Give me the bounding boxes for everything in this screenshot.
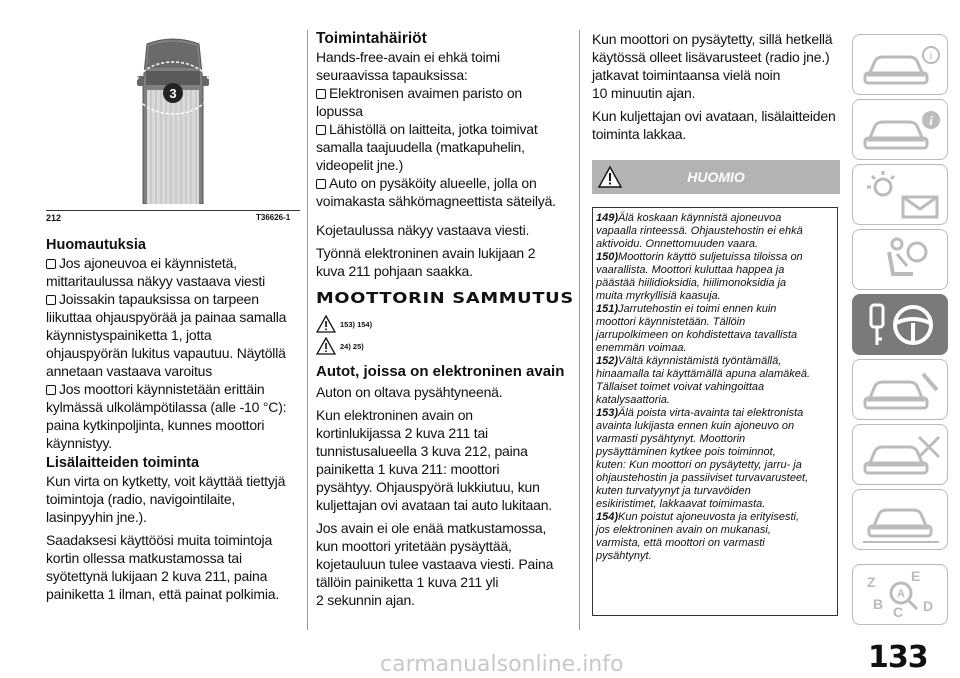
paragraph-line: Jos avain ei ole enää matkustamossa, <box>316 520 547 536</box>
paragraph-line: toimintoja (radio, navigointilaite, <box>46 491 236 507</box>
bullet-text: lopussa <box>316 103 363 119</box>
tab-car-tools[interactable] <box>852 359 948 420</box>
bullet-text: liikuttaa ohjauspyörää ja painaa samalla <box>46 309 287 325</box>
bullet-text: Jos moottori käynnistetään erittäin <box>59 381 265 397</box>
watermark: carmanualsonline.info <box>380 652 624 677</box>
huomio-note-line <box>596 329 836 342</box>
warning-ref-1 <box>316 315 566 333</box>
tab-car-i[interactable] <box>852 99 948 160</box>
warning-ref-text-2: 24) 25) <box>340 341 364 351</box>
bullet-text: videopelit jne.) <box>316 157 404 173</box>
huomio-note-line <box>596 420 836 433</box>
note-text: moottori käynnistetään. Tällöin <box>596 316 746 328</box>
paragraph-line: lasinpyyhin jne.). <box>46 509 147 525</box>
huomio-note-line <box>596 485 836 498</box>
bullet-text: mittaritaulussa näkyy vastaava viesti <box>46 273 266 289</box>
bullet-line <box>316 138 566 156</box>
paragraph-message: Kojetaulussa näkyy vastaava viesti. <box>316 222 530 238</box>
bullet-line <box>46 272 300 290</box>
bullet-line <box>46 290 300 308</box>
notes-bullet-list <box>46 254 300 452</box>
bullet-text: ohjauspyörän lukitus vapautuu. Näytöllä <box>46 345 286 361</box>
huomio-note-line <box>596 368 836 381</box>
bullet-line <box>46 434 300 452</box>
bullet-line <box>316 192 566 210</box>
note-text: Älä poista virta-avainta tai elektronista <box>618 407 804 419</box>
car-info-icon <box>853 35 949 95</box>
note-text: päästää hiilidioksidia, hiilimonoksidia ja <box>596 277 787 289</box>
heading-lisalaitteet: Lisälaitteiden toiminta <box>46 455 200 471</box>
note-number: 151) <box>596 303 619 315</box>
note-text: katalysaattoria. <box>596 394 670 406</box>
paragraph-accessories <box>46 472 300 526</box>
paragraph-intro <box>316 48 566 84</box>
index-letters-icon <box>853 565 949 625</box>
bullet-text: voimakasta sähkömagneettista säteilyä. <box>316 193 556 209</box>
bullet-line <box>316 84 566 102</box>
bullet-box-icon <box>316 89 326 99</box>
huomio-note-line <box>596 472 836 485</box>
page-number: 133 <box>868 640 928 675</box>
heading-elektroninen-avain: Autot, joissa on elektroninen avain <box>316 363 565 380</box>
column-divider-2 <box>579 30 580 630</box>
note-text: enemmän voimaa. <box>596 342 687 354</box>
paragraph-line: Kun kuljettajan ovi avataan, lisälaitteiden <box>592 108 836 124</box>
svg-text:A: A <box>897 588 905 600</box>
note-text: Kun poistut ajoneuvosta ja erityisesti, <box>618 511 800 523</box>
note-text: jos elektroninen avain on mukanasi, <box>596 524 771 536</box>
section-title-moottorin-sammutus: MOOTTORIN SAMMUTUS <box>316 289 574 307</box>
tab-warning-lights[interactable] <box>852 164 948 225</box>
huomio-note-line <box>596 446 836 459</box>
note-text: pysäyttäminen kytkee pois toiminnot, <box>596 446 776 458</box>
bullet-text: Jos ajoneuvoa ei käynnistetä, <box>59 255 237 271</box>
note-text: aktivoidu. Onnettomuuden vaara. <box>596 238 759 250</box>
huomio-note-line <box>596 459 836 472</box>
bullet-line <box>316 174 566 192</box>
bullet-line <box>46 416 300 434</box>
svg-text:Z: Z <box>867 574 876 590</box>
van-top-view-figure <box>46 28 300 204</box>
svg-text:B: B <box>873 596 884 612</box>
huomio-note-line <box>596 498 836 511</box>
warning-triangle-icon <box>316 315 336 333</box>
paragraph-stop-engine <box>316 406 566 514</box>
note-number: 152) <box>596 355 619 367</box>
note-text: Älä koskaan käynnistä ajoneuvoa <box>618 212 782 224</box>
bullet-line <box>46 308 300 326</box>
huomio-note-line <box>596 212 836 225</box>
bullet-line <box>46 380 300 398</box>
note-text: varmista, että moottori on varmasti <box>596 537 765 549</box>
heading-huomautuksia: Huomautuksia <box>46 237 146 253</box>
paragraph-line: kojetauluun tulee vastaava viesti. Paina <box>316 556 554 572</box>
note-text: vaarallista. Moottori kuluttaa happea ja <box>596 264 785 276</box>
paragraph-line: jatkavat toimintaansa vielä noin <box>592 67 781 83</box>
huomio-note-line <box>596 303 836 316</box>
tab-car-service[interactable] <box>852 424 948 485</box>
paragraph-line: Kun moottori on pysäytetty, sillä hetkellä <box>592 31 833 47</box>
huomio-notes <box>596 212 836 563</box>
huomio-note-line <box>596 264 836 277</box>
bullet-text: annetaan vastaava varoitus <box>46 363 213 379</box>
bullet-text: Joissakin tapauksissa on tarpeen <box>59 291 259 307</box>
paragraph-line: pysähtyy. Ohjauspyörä lukkiutuu, kun <box>316 479 540 495</box>
malfunction-bullet-list <box>316 84 566 210</box>
paragraph-line: painiketta 1 ilman, että painat polkimia. <box>46 586 280 602</box>
paragraph-line: 10 minuutin ajan. <box>592 85 696 101</box>
huomio-title: HUOMIO <box>687 169 745 185</box>
huomio-note-line <box>596 550 836 563</box>
bullet-line <box>316 120 566 138</box>
note-text: muita myrkyllisiä kaasuja. <box>596 290 721 302</box>
note-text: Moottorin käyttö suljetuissa tiloissa on <box>618 251 803 263</box>
paragraph-line: toiminta lakkaa. <box>592 126 687 142</box>
bullet-box-icon <box>46 295 56 305</box>
paragraph-line: kortinlukijassa 2 kuva 211 tai <box>316 425 488 441</box>
bullet-line <box>46 398 300 416</box>
airbag-seat-icon <box>853 230 949 290</box>
figure-code: T36626-1 <box>256 213 291 222</box>
huomio-note-line <box>596 524 836 537</box>
bullet-text: kylmässä ulkolämpötilassa (alle -10 °C): <box>46 399 287 415</box>
note-text: hinaamalla tai käyttämällä apuna alamäkeä. <box>596 368 811 380</box>
huomio-note-line <box>596 407 836 420</box>
huomio-note-line <box>596 511 836 524</box>
caution-triangle-icon <box>316 337 336 355</box>
note-text: vapaalla rinteessä. Ohjaustehostin ei ehkä <box>596 225 803 237</box>
paragraph-line: painiketta 1 kuva 211: moottori <box>316 461 500 477</box>
warning-lights-icon <box>853 165 949 225</box>
svg-text:C: C <box>893 604 904 620</box>
paragraph-line: kortin ollessa matkustamossa tai <box>46 550 242 566</box>
note-number: 153) <box>596 407 619 419</box>
note-text: Jarrutehostin ei toimi ennen kuin <box>618 303 777 315</box>
note-text: esikiristimet, lakkaavat toimimasta. <box>596 498 766 510</box>
car-tools-icon <box>853 360 949 420</box>
car-i-icon <box>853 100 949 160</box>
bullet-line <box>316 156 566 174</box>
note-text: varmasti pysähtynyt. Moottorin <box>596 433 746 445</box>
paragraph-door-open <box>592 107 842 143</box>
paragraph-line: seuraavissa tapauksissa: <box>316 67 468 83</box>
svg-text:E: E <box>911 568 921 584</box>
huomio-note-line <box>596 277 836 290</box>
paragraph-key-missing <box>316 519 566 609</box>
huomio-note-line <box>596 225 836 238</box>
heading-toimintahairiot: Toimintahäiriöt <box>316 30 427 47</box>
column-1 <box>46 236 300 603</box>
svg-text:i: i <box>929 50 933 62</box>
huomio-note-line <box>596 394 836 407</box>
bullet-text: käynnistyy. <box>46 435 113 451</box>
bullet-line <box>46 254 300 272</box>
bullet-line <box>46 344 300 362</box>
bullet-text: Auto on pysäköity alueelle, jolla on <box>329 175 537 191</box>
huomio-header <box>592 160 840 194</box>
paragraph-line: Saadaksesi käyttöösi muita toimintoja <box>46 532 273 548</box>
bullet-line <box>316 102 566 120</box>
svg-text:D: D <box>923 598 934 614</box>
note-text: jarrupolkimeen on kohdistettava tavallista <box>596 329 798 341</box>
paragraph-line: käytössä olleet lisävarusteet (radio jne.) <box>592 49 830 65</box>
paragraph-insert-key <box>316 244 566 280</box>
svg-text:i: i <box>929 113 933 128</box>
warning-ref-2 <box>316 337 566 355</box>
steering-wheel-key-icon <box>853 295 949 355</box>
column-3 <box>592 30 842 143</box>
bullet-text: samalla taajuudella (matkapuhelin, <box>316 139 525 155</box>
paragraph-line: 2 sekunnin ajan. <box>316 592 415 608</box>
paragraph-stopped: Auton on oltava pysähtyneenä. <box>316 384 503 400</box>
huomio-note-line <box>596 355 836 368</box>
bullet-text: Elektronisen avaimen paristo on <box>329 85 523 101</box>
paragraph-other-functions <box>46 531 300 603</box>
note-number: 150) <box>596 251 619 263</box>
note-text: kuten: Kun moottori on pysäytetty, jarru- ja <box>596 459 802 471</box>
paragraph-line: Kun virta on kytketty, voit käyttää tiettyjä <box>46 473 286 489</box>
car-specs-icon <box>853 490 949 550</box>
bullet-box-icon <box>46 259 56 269</box>
paragraph-line: Hands-free-avain ei ehkä toimi <box>316 49 500 65</box>
huomio-note-line <box>596 342 836 355</box>
tab-steering-key[interactable] <box>852 294 948 355</box>
huomio-note-line <box>596 381 836 394</box>
tab-index[interactable] <box>852 564 948 625</box>
huomio-note-line <box>596 433 836 446</box>
bullet-line <box>46 326 300 344</box>
bullet-box-icon <box>46 385 56 395</box>
car-service-icon <box>853 425 949 485</box>
bullet-text: käynnistyspainiketta 1, jotta <box>46 327 212 343</box>
column-divider <box>307 30 308 630</box>
note-text: kuten turvatyynyt ja turvavöiden <box>596 485 751 497</box>
bullet-box-icon <box>316 125 326 135</box>
huomio-note-line <box>596 238 836 251</box>
tab-car-specs[interactable] <box>852 489 948 550</box>
warning-ref-text-1: 153) 154) <box>340 319 373 329</box>
huomio-note-line <box>596 290 836 303</box>
paragraph-line: syötettynä lukijaan 2 kuva 211, paina <box>46 568 268 584</box>
paragraph-line: tunnistusalueella 3 kuva 212, paina <box>316 443 528 459</box>
note-text: pysähtynyt. <box>596 550 652 562</box>
huomio-note-line <box>596 316 836 329</box>
bullet-line <box>46 362 300 380</box>
column-2 <box>316 30 574 609</box>
paragraph-line: kuljettajan ovi avataan tai auto lukitaan. <box>316 497 552 513</box>
paragraph-line: Työnnä elektroninen avain lukijaan 2 <box>316 245 536 261</box>
figure-callout: 3 <box>169 86 177 101</box>
paragraph-line: tällöin painiketta 1 kuva 211 yli <box>316 574 499 590</box>
note-text: ohjaustehostin ja passiiviset turvavarusteet, <box>596 472 809 484</box>
figure-page-ref: 212 <box>46 213 62 223</box>
huomio-note-line <box>596 251 836 264</box>
figure-rule <box>46 210 300 211</box>
paragraph-line: kuva 211 pohjaan saakka. <box>316 263 473 279</box>
paragraph-line: kun moottori yritetään pysäyttää, <box>316 538 512 554</box>
note-text: Vältä käynnistämistä työntämällä, <box>618 355 782 367</box>
bullet-text: paina kytkinpoljinta, kunnes moottori <box>46 417 265 433</box>
bullet-text: Lähistöllä on laitteita, jotka toimivat <box>329 121 538 137</box>
paragraph-accessories-continue <box>592 30 842 102</box>
bullet-box-icon <box>316 179 326 189</box>
tab-airbag-seat[interactable] <box>852 229 948 290</box>
tab-car-info[interactable] <box>852 34 948 95</box>
note-number: 154) <box>596 511 619 523</box>
note-text: avainta lukijasta ennen kuin ajoneuvo on <box>596 420 795 432</box>
huomio-note-line <box>596 537 836 550</box>
note-number: 149) <box>596 212 619 224</box>
note-text: Tällaiset toimet voivat vahingoittaa <box>596 381 765 393</box>
paragraph-line: Kun elektroninen avain on <box>316 407 473 423</box>
